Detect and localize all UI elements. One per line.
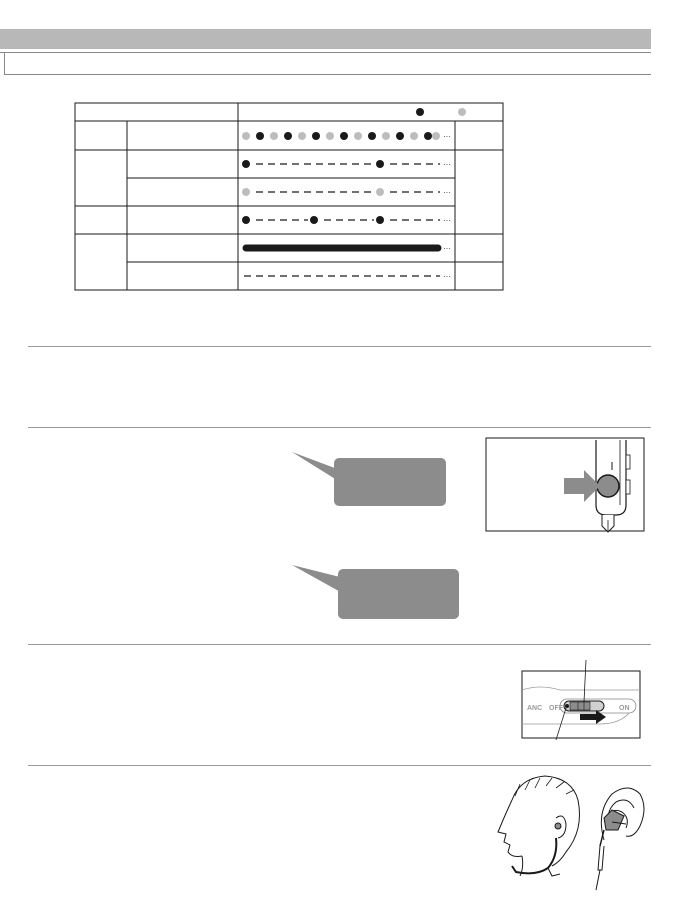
legend-dark-dot <box>416 108 424 116</box>
indicator-table <box>75 103 503 290</box>
svg-text:···: ··· <box>443 160 451 169</box>
earphone-wearing-illustration <box>498 776 644 890</box>
pattern-row-alternate <box>242 132 451 141</box>
pattern-row-dark-dash <box>242 160 451 169</box>
button-press-illustration <box>486 438 644 532</box>
pattern-row-light-dash <box>242 188 451 197</box>
voice-callout-2 <box>292 565 459 619</box>
off-label: OFF <box>549 705 563 712</box>
on-label: ON <box>619 705 630 712</box>
svg-text:···: ··· <box>443 272 451 281</box>
svg-text:···: ··· <box>443 244 451 253</box>
legend-light-dot <box>458 108 466 116</box>
anc-label: ANC <box>527 705 543 712</box>
pattern-row-solid <box>246 244 451 253</box>
svg-text:···: ··· <box>443 216 451 225</box>
voice-callout-1 <box>292 452 446 506</box>
pattern-row-triple-dark <box>242 216 451 225</box>
svg-text:···: ··· <box>443 132 451 141</box>
anc-switch-illustration <box>522 660 640 740</box>
pattern-row-dashed-off <box>244 272 451 281</box>
svg-text:···: ··· <box>443 188 451 197</box>
